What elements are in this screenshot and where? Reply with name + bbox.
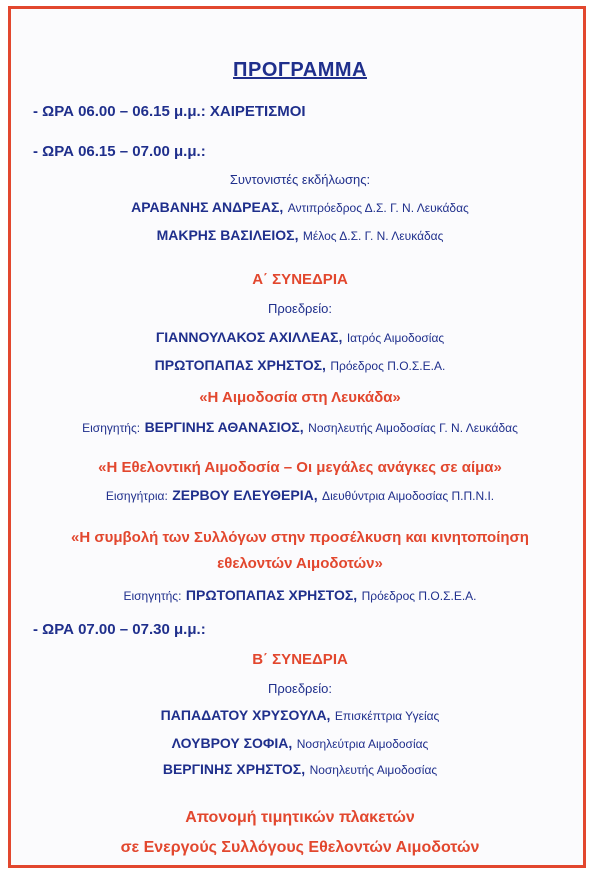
- talk-2-speaker: [11, 487, 589, 505]
- board-member-role: Νοσηλευτής Αιμοδοσίας: [309, 763, 438, 777]
- time-slot-2: - ΩΡΑ 06.15 – 07.00 μ.μ.:: [33, 143, 206, 160]
- page-title: ΠΡΟΓΡΑΜΜΑ: [233, 59, 367, 81]
- session-b-title: Β΄ ΣΥΝΕΔΡΙΑ: [252, 651, 348, 668]
- talk-1-title: «Η Αιμοδοσία στη Λευκάδα»: [199, 389, 401, 406]
- coordinator-2: [11, 227, 589, 245]
- session-b-board-heading: Προεδρείο:: [268, 681, 332, 696]
- speaker-name: ΠΡΩΤΟΠΑΠΑΣ ΧΡΗΣΤΟΣ,: [185, 587, 358, 603]
- talk-3-title-line-1: «Η συμβολή των Συλλόγων στην προσέλκυση και κινητοποίηση: [71, 529, 529, 546]
- board-member-name: ΛΟΥΒΡΟΥ ΣΟΦΙΑ,: [171, 735, 293, 751]
- speaker-name: ΖΕΡΒΟΥ ΕΛΕΥΘΕΡΙΑ,: [172, 487, 318, 503]
- board-member-name: ΠΡΩΤΟΠΑΠΑΣ ΧΡΗΣΤΟΣ,: [154, 357, 326, 373]
- speaker-label: Εισηγητής:: [123, 589, 182, 603]
- speaker-role: Πρόεδρος Π.Ο.Σ.Ε.Α.: [361, 589, 477, 603]
- session-a-title: Α΄ ΣΥΝΕΔΡΙΑ: [252, 271, 348, 288]
- coordinator-1: [11, 199, 589, 217]
- board-member-role: Νοσηλεύτρια Αιμοδοσίας: [296, 737, 429, 751]
- talk-3-title-line-2: εθελοντών Αιμοδοτών»: [217, 555, 383, 572]
- board-member-name: ΓΙΑΝΝΟΥΛΑΚΟΣ ΑΧΙΛΛΕΑΣ,: [155, 329, 343, 345]
- program-frame: [8, 6, 586, 868]
- coordinator-1-role: Αντιπρόεδρος Δ.Σ. Γ. Ν. Λευκάδας: [287, 201, 469, 215]
- coordinator-2-name: ΜΑΚΡΗΣ ΒΑΣΙΛΕΙΟΣ,: [156, 227, 299, 243]
- time-slot-1-time: - ΩΡΑ 06.00 – 06.15 μ.μ.:: [33, 103, 206, 120]
- board-member-name: ΠΑΠΑΔΑΤΟΥ ΧΡΥΣΟΥΛΑ,: [160, 707, 331, 723]
- coordinator-2-role: Μέλος Δ.Σ. Γ. Ν. Λευκάδας: [302, 229, 444, 243]
- session-b-board-member-1: [11, 707, 589, 725]
- speaker-label: Εισηγήτρια:: [105, 489, 168, 503]
- time-slot-1: [33, 103, 600, 120]
- speaker-role: Διευθύντρια Αιμοδοσίας Π.Π.Ν.Ι.: [322, 489, 495, 503]
- speaker-role: Νοσηλευτής Αιμοδοσίας Γ. Ν. Λευκάδας: [308, 421, 518, 435]
- speaker-name: ΒΕΡΓΙΝΗΣ ΑΘΑΝΑΣΙΟΣ,: [144, 419, 304, 435]
- talk-3-speaker: [11, 587, 589, 605]
- board-member-name: ΒΕΡΓΙΝΗΣ ΧΡΗΣΤΟΣ,: [162, 761, 306, 777]
- session-a-board-heading: Προεδρείο:: [268, 301, 332, 316]
- talk-1-speaker: [11, 419, 589, 437]
- session-a-board-member-2: [11, 357, 589, 375]
- closing-line-1: Απονομή τιμητικών πλακετών: [185, 809, 415, 826]
- time-slot-3: - ΩΡΑ 07.00 – 07.30 μ.μ.:: [33, 621, 206, 638]
- board-member-role: Ιατρός Αιμοδοσίας: [346, 331, 445, 345]
- session-a-board-member-1: [11, 329, 589, 347]
- session-b-board-member-2: [11, 735, 589, 753]
- closing-line-2: σε Ενεργούς Συλλόγους Εθελοντών Αιμοδοτών: [120, 839, 480, 856]
- session-b-board-member-3: [11, 761, 589, 779]
- coordinator-1-name: ΑΡΑΒΑΝΗΣ ΑΝΔΡΕΑΣ,: [131, 199, 284, 215]
- talk-2-title: «Η Εθελοντική Αιμοδοσία – Οι μεγάλες ανάγκες σε αίμα»: [98, 459, 502, 476]
- speaker-label: Εισηγητής:: [82, 421, 141, 435]
- board-member-role: Επισκέπτρια Υγείας: [334, 709, 440, 723]
- board-member-role: Πρόεδρος Π.Ο.Σ.Ε.Α.: [330, 359, 446, 373]
- coordinators-heading: Συντονιστές εκδήλωσης:: [229, 172, 371, 187]
- time-slot-1-label: ΧΑΙΡΕΤΙΣΜΟΙ: [209, 103, 306, 120]
